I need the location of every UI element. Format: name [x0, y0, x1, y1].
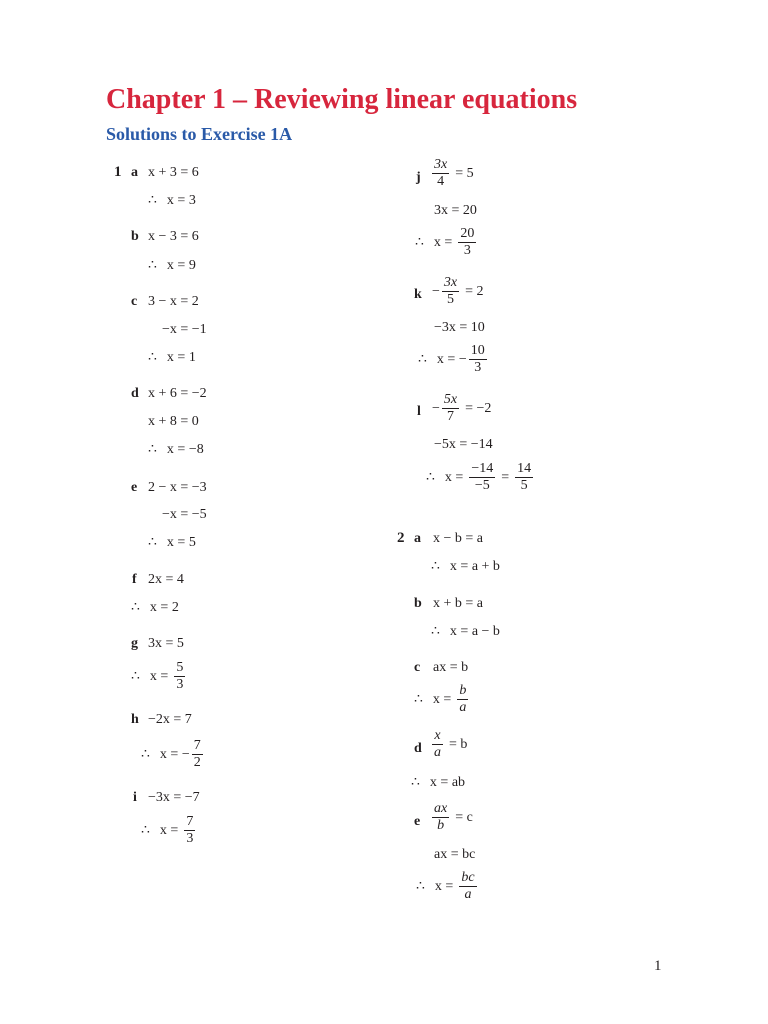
part-1e-line-3: ∴ x = 5 [148, 534, 196, 550]
part-1e-label: e [131, 480, 138, 495]
part-2e-line-2: ax = bc [434, 847, 476, 862]
part-1f-label: f [132, 572, 137, 587]
part-1g-label: g [131, 636, 138, 651]
part-1l-line-1: − $\frac{5x}{7}$ = −2 [432, 392, 492, 424]
fraction: $\frac{5}{3}$ [176, 660, 184, 692]
part-1l-line-2: −5x = −14 [434, 437, 493, 452]
part-1j-line-1: $\frac{3x}{4}$ = 5 [434, 157, 474, 189]
part-2b-line-2: ∴ x = a − b [431, 623, 500, 639]
part-1k-line-2: −3x = 10 [434, 320, 485, 335]
part-1l-line-3: ∴ x = $\frac{-14}{-5}$ = $\frac{14}{5}$ [426, 461, 532, 493]
part-1b-line-2: ∴ x = 9 [148, 257, 196, 273]
part-2e-line-1: $\frac{ax}{b}$ = c [434, 801, 473, 833]
part-1l-label: l [417, 404, 421, 419]
part-2d-line-1: $\frac{x}{a}$ = b [434, 728, 468, 760]
page-number: 1 [654, 958, 662, 974]
fraction: $\frac{14}{5}$ [517, 461, 532, 493]
exercise-subtitle: Solutions to Exercise 1A [106, 124, 293, 144]
part-1g-line-1: 3x = 5 [148, 636, 184, 651]
fraction: $\frac{5x}{7}$ [443, 392, 458, 424]
part-1a-label: a [131, 165, 138, 180]
part-2a-line-2: ∴ x = a + b [431, 558, 500, 574]
part-1i-line-2: ∴ x = $\frac{7}{3}$ [141, 814, 194, 846]
chapter-title: Chapter 1 – Reviewing linear equations [106, 84, 578, 115]
fraction: $\frac{bc}{a}$ [461, 870, 475, 902]
question-2-number: 2 [397, 530, 405, 546]
part-1d-label: d [131, 386, 139, 401]
part-1b-label: b [131, 229, 139, 244]
fraction: $\frac{3x}{5}$ [443, 275, 458, 307]
part-1j-line-2: 3x = 20 [434, 203, 477, 218]
part-1a-line-1: x + 3 = 6 [148, 165, 199, 180]
fraction: $\frac{10}{3}$ [470, 343, 485, 375]
fraction: $\frac{ax}{b}$ [434, 801, 448, 833]
part-1k-line-3: ∴ x = − $\frac{10}{3}$ [418, 343, 485, 375]
part-2e-line-3: ∴ x = $\frac{bc}{a}$ [416, 870, 475, 902]
part-1i-line-1: −3x = −7 [148, 790, 200, 805]
part-2c-line-1: ax = b [433, 660, 469, 675]
part-2d-label: d [414, 741, 422, 756]
part-2b-label: b [414, 596, 422, 611]
part-1f-line-2: ∴ x = 2 [131, 599, 179, 615]
fraction: $\frac{-14}{-5}$ [471, 461, 494, 493]
part-1h-label: h [131, 712, 139, 727]
part-1d-line-2: x + 8 = 0 [148, 414, 199, 429]
fraction: $\frac{7}{2}$ [193, 738, 201, 770]
part-1i-label: i [133, 790, 137, 805]
part-1a-line-2: ∴ x = 3 [148, 192, 196, 208]
question-1-number: 1 [114, 164, 122, 180]
part-1k-line-1: − $\frac{3x}{5}$ = 2 [432, 275, 484, 307]
part-2a-line-1: x − b = a [433, 531, 484, 546]
part-1c-line-3: ∴ x = 1 [148, 349, 196, 365]
part-1d-line-3: ∴ x = −8 [148, 441, 204, 457]
fraction: $\frac{7}{3}$ [186, 814, 194, 846]
fraction: $\frac{3x}{4}$ [434, 157, 448, 189]
part-2c-line-2: ∴ x = $\frac{b}{a}$ [414, 683, 467, 715]
part-2e-label: e [414, 814, 421, 829]
part-1f-line-1: 2x = 4 [148, 572, 184, 587]
part-1h-line-1: −2x = 7 [148, 712, 192, 727]
fraction: $\frac{b}{a}$ [459, 683, 467, 715]
part-1j-label: j [416, 170, 421, 185]
part-1d-line-1: x + 6 = −2 [148, 386, 207, 401]
part-1g-line-2: ∴ x = $\frac{5}{3}$ [131, 660, 184, 692]
part-1h-line-2: ∴ x = − $\frac{7}{2}$ [141, 738, 201, 770]
part-1e-line-1: 2 − x = −3 [148, 480, 207, 495]
part-2b-line-1: x + b = a [433, 596, 484, 611]
part-1k-label: k [414, 287, 422, 302]
part-1b-line-1: x − 3 = 6 [148, 229, 199, 244]
part-1j-line-3: ∴ x = $\frac{20}{3}$ [415, 226, 475, 258]
part-2c-label: c [414, 660, 421, 675]
part-1e-line-2: −x = −5 [162, 507, 207, 522]
part-1c-line-2: −x = −1 [162, 322, 207, 337]
part-1c-label: c [131, 294, 138, 309]
part-2a-label: a [414, 531, 421, 546]
part-1c-line-1: 3 − x = 2 [148, 294, 199, 309]
part-2d-line-2: ∴ x = ab [411, 774, 466, 790]
fraction: $\frac{x}{a}$ [434, 728, 441, 760]
fraction: $\frac{20}{3}$ [460, 226, 475, 258]
